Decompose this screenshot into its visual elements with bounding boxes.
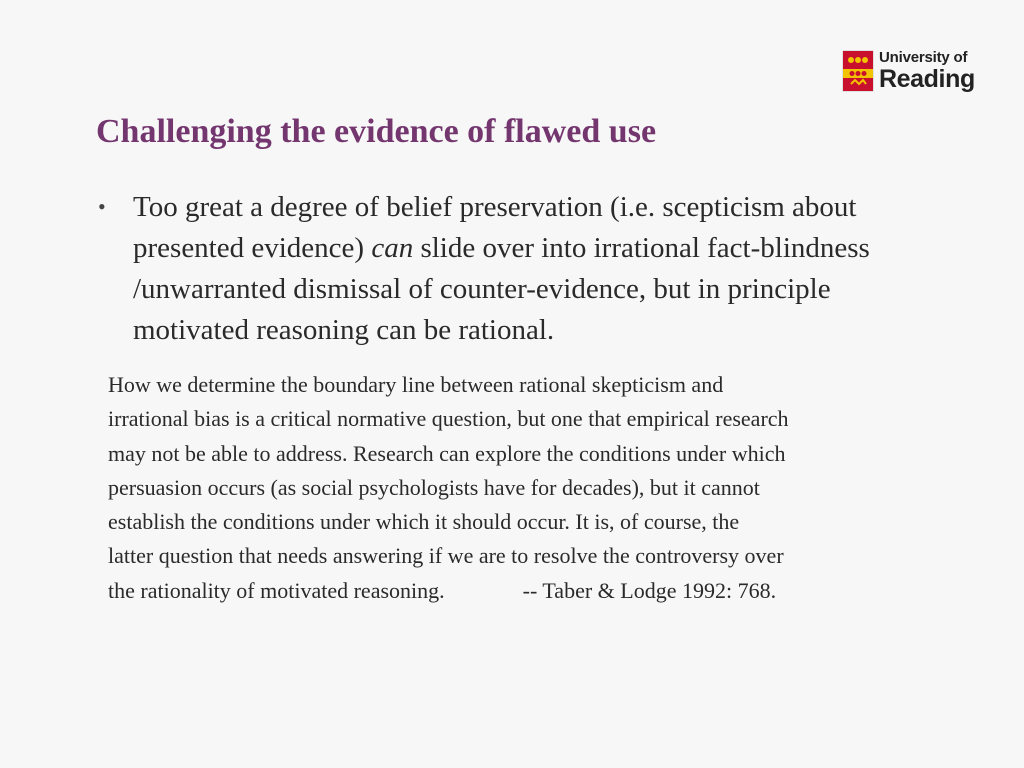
quote-block (108, 368, 998, 608)
quote-line-6: latter question that needs answering if we are to resolve the controversy over (108, 543, 784, 569)
bullet-point (96, 187, 976, 351)
logo-wordmark (879, 50, 975, 92)
slide-title: Challenging the evidence of flawed use (96, 113, 657, 150)
quote-line-2: irrational bias is a critical normative question, but one that empirical research (108, 406, 789, 432)
logo-line-reading: Reading (879, 65, 975, 93)
quote-line-5: establish the conditions under which it should occur. It is, of course, the (108, 509, 740, 535)
bullet-line-1: Too great a degree of belief preservation (i.e. scepticism about (133, 191, 857, 223)
bullet-line-3: /unwarranted dismissal of counter-evidence, but in principle (133, 273, 831, 305)
bullet-line-4: motivated reasoning can be rational. (133, 314, 555, 346)
bullet-marker: • (98, 194, 106, 219)
logo-line-university-of: University of (879, 49, 968, 66)
bullet-text (133, 187, 870, 351)
quote-line-3: may not be able to address. Research can explore the conditions under which (108, 440, 786, 466)
quote-line-7-text: the rationality of motivated reasoning. (108, 577, 445, 603)
citation: -- Taber & Lodge 1992: 768. (522, 577, 777, 603)
shield-icon (842, 50, 874, 92)
quote-line-1: How we determine the boundary line between rational skepticism and (108, 372, 724, 397)
quote-line-4: persuasion occurs (as social psychologists have for decades), but it cannot (108, 474, 760, 500)
emphasis-word: can (371, 232, 414, 264)
bullet-line-2-end: slide over into irrational fact-blindness (413, 232, 870, 264)
quote-line-7 (108, 574, 998, 608)
bullet-line-2-start: presented evidence) (133, 232, 372, 264)
university-logo (842, 47, 978, 95)
bullet-line-2 (133, 228, 870, 269)
